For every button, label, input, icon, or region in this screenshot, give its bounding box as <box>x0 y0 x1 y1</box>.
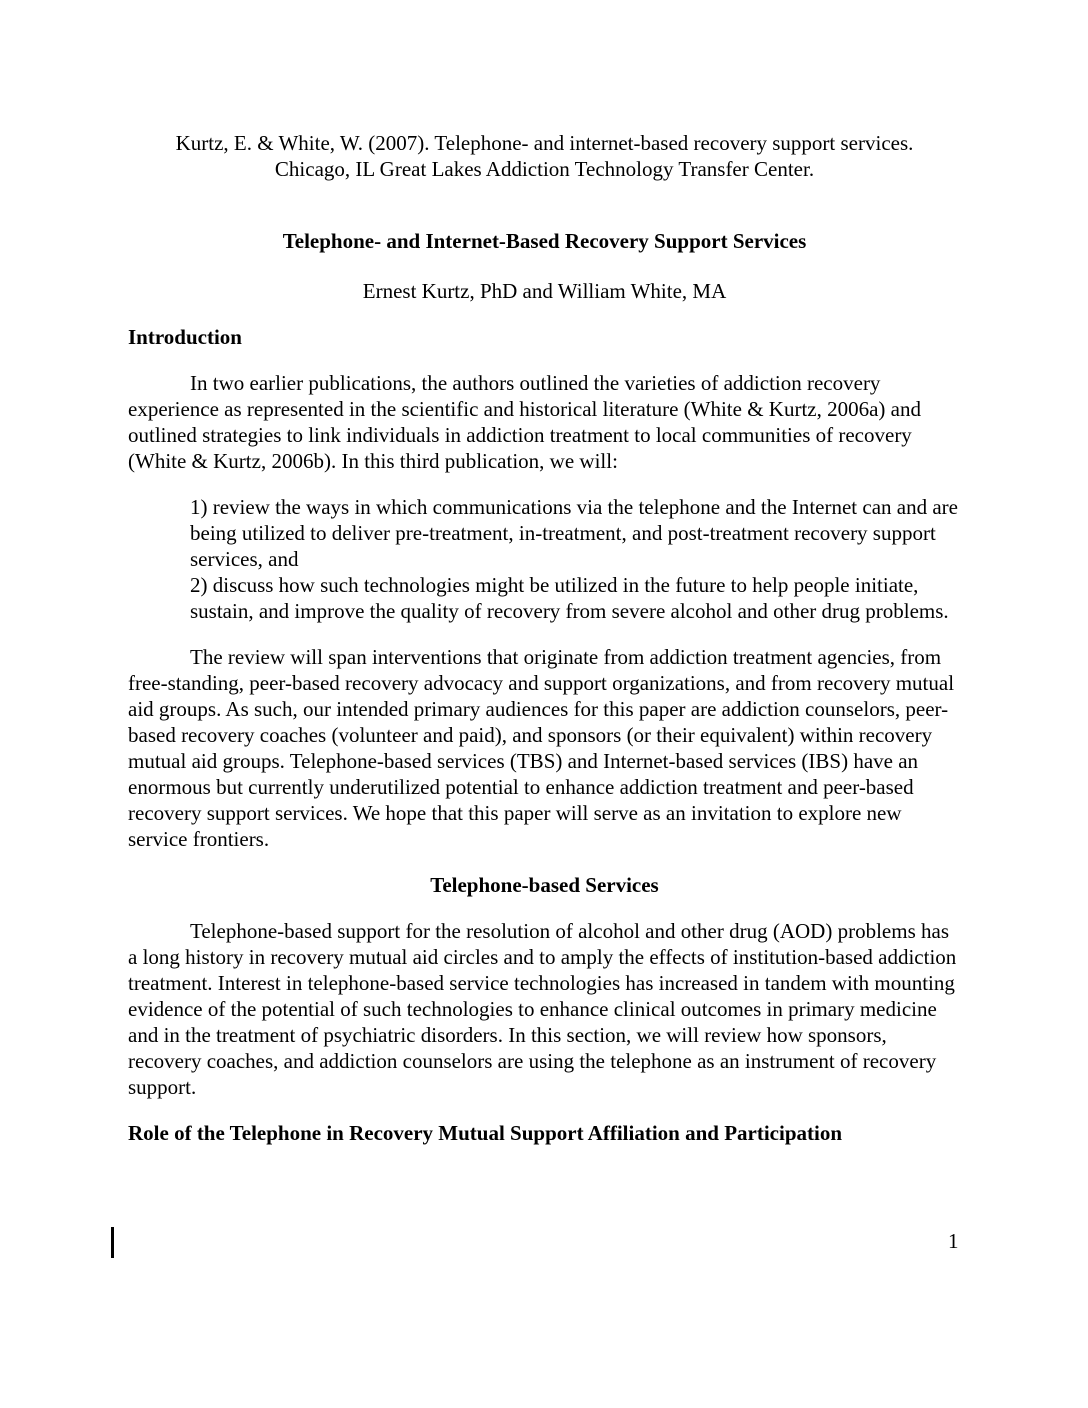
heading-introduction: Introduction <box>128 325 242 349</box>
paragraph-review-scope: The review will span interventions that originate from addiction treatment agencies, from free-standing, peer-based recovery advocacy and support organizations, and from recovery mutual aid groups. As such, our intended primary audiences for this paper are addiction counselors, peer-based recovery coaches (volunteer and paid), and sponsors (or their equivalent) within recovery mutual aid groups. Telephone-based services (TBS) and Internet-based services (IBS) have an enormous but currently underutilized potential to enhance addiction treatment and peer-based recovery support services. We hope that this paper will serve as an invitation to explore new service frontiers. <box>128 645 955 851</box>
citation-line-2: Chicago, IL Great Lakes Addiction Technology Transfer Center. <box>274 157 815 181</box>
document-content <box>128 130 961 1146</box>
paper-byline: Ernest Kurtz, PhD and William White, MA <box>362 279 727 303</box>
paragraph-telephone-support: Telephone-based support for the resolution of alcohol and other drug (AOD) problems has a long history in recovery mutual aid circles and to amply the effects of institution-based addiction treatment. Interest in telephone-based service technologies has increased in tandem with mounting evidence of the potential of such technologies to enhance clinical outcomes in primary medicine and in the treatment of psychiatric disorders. In this section, we will review how sponsors, recovery coaches, and addiction counselors are using the telephone as an instrument of recovery support. <box>128 919 957 1099</box>
list-item-2: 2) discuss how such technologies might be utilized in the future to help people initiate, sustain, and improve the quality of recovery from severe alcohol and other drug problems. <box>190 573 949 623</box>
page-number: 1 <box>948 1229 959 1253</box>
paragraph-intro: In two earlier publications, the authors outlined the varieties of addiction recovery experience as represented in the scientific and historical literature (White & Kurtz, 2006a) and outlined strategies to link individuals in addiction treatment to local communities of recovery (White & Kurtz, 2006b). In this third publication, we will: <box>128 371 921 473</box>
text-cursor <box>111 1227 114 1258</box>
heading-telephone-based-services: Telephone-based Services <box>430 873 659 897</box>
list-item-1: 1) review the ways in which communications via the telephone and the Internet can and are being utilized to deliver pre-treatment, in-treatment, and post-treatment recovery support services, and <box>190 495 958 571</box>
paper-title: Telephone- and Internet-Based Recovery Support Services <box>282 229 807 253</box>
citation-line-1: Kurtz, E. & White, W. (2007). Telephone- and internet-based recovery support services. <box>175 131 914 155</box>
numbered-list <box>190 494 961 624</box>
heading-role-of-telephone: Role of the Telephone in Recovery Mutual Support Affiliation and Participation <box>128 1121 843 1145</box>
